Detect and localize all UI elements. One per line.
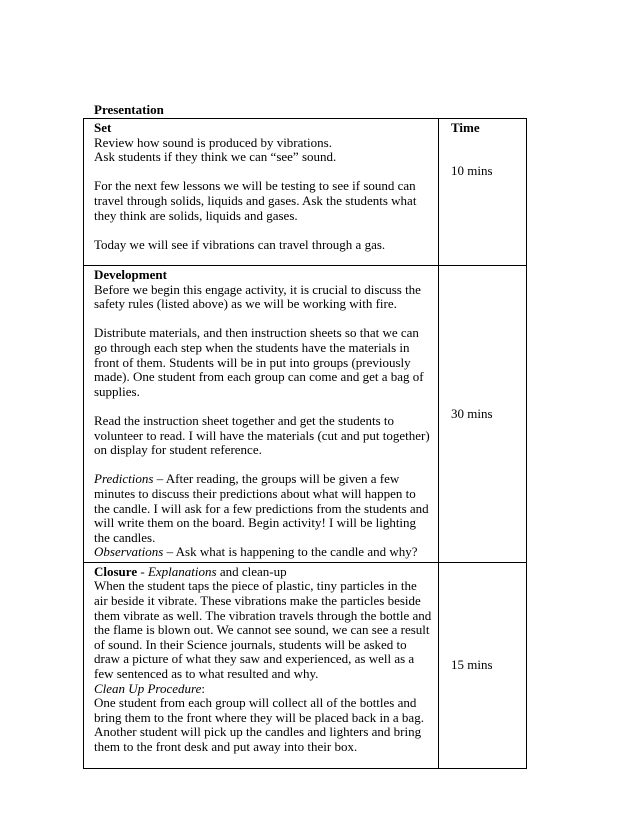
- predictions-label: Predictions: [94, 471, 154, 487]
- set-paragraph-3: Today we will see if vibrations can travel through a gas.: [94, 236, 386, 252]
- development-title: Development: [94, 267, 167, 282]
- cleanup-label: Clean Up Procedure: [94, 680, 202, 696]
- set-row: [84, 119, 527, 266]
- development-row: [84, 266, 527, 563]
- set-description-cell: [84, 119, 439, 266]
- section-heading: Presentation: [94, 102, 164, 117]
- set-line-2: Ask students if they think we can “see” sound.: [94, 149, 337, 165]
- explanations-label: Explanations: [147, 563, 217, 579]
- development-paragraph-1: Before we begin this engage activity, it is crucial to discuss the safety rules (listed above) as we will be working with fire.: [94, 281, 421, 312]
- development-paragraph-2: Distribute materials, and then instruction sheets so that we can go through each step when the students have the materials in front of them. Students will be in put into groups (previously made). One student from each group can come and get a bag of supplies.: [94, 325, 424, 399]
- development-paragraph-3: Read the instruction sheet together and get the students to volunteer to read. I will have the materials (cut and put together) on display for student reference.: [94, 412, 430, 458]
- set-time: 10 mins: [451, 163, 493, 179]
- predictions-text: – After reading, the groups will be given a few minutes to discuss their predictions about what will happen to the candle. I will ask for a few predictions from the students and will write them on the board. Begin activity! I will be lighting the candles.: [94, 471, 429, 545]
- observations-label: Observations: [94, 544, 164, 560]
- development-time-cell: [439, 266, 527, 563]
- closure-heading: Closure - Explanations and clean-up: [94, 563, 287, 579]
- cleanup-heading: Clean Up Procedure:: [94, 680, 205, 696]
- closure-paragraph-1: When the student taps the piece of plastic, tiny particles in the air beside it vibrate. These vibrations make the particles beside them vibrate as well. The vibration travels through the bottle and the flame is blown out. We cannot see sound, we can see a result of sound. In their Science journals, students will be asked to draw a picture of what they saw and experienced, as well as a few sentenced as to what resulted and why.: [94, 578, 432, 682]
- closure-title: Closure: [94, 563, 138, 579]
- set-title: Set: [94, 120, 112, 135]
- time-header: Time: [451, 120, 480, 135]
- closure-time-cell: [439, 562, 527, 768]
- set-paragraph-2: For the next few lessons we will be testing to see if sound can travel through solids, liquids and gases. Ask the students what they think are solids, liquids and gases.: [94, 178, 417, 223]
- set-time-cell: [439, 119, 527, 266]
- closure-paragraph-2: One student from each group will collect all of the bottles and bring them to the front where they will be placed back in a bag. Another student will pick up the candles and lighters and bring them to the front desk and put away into their box.: [94, 695, 424, 754]
- lesson-plan-table: [83, 118, 527, 769]
- observations-paragraph: [94, 545, 432, 560]
- closure-time: 15 mins: [451, 657, 493, 673]
- closure-row: [84, 562, 527, 768]
- development-time: 30 mins: [451, 405, 493, 421]
- closure-description-cell: [84, 562, 439, 768]
- development-description-cell: [84, 266, 439, 563]
- predictions-paragraph: [94, 472, 432, 545]
- observations-text: – Ask what is happening to the candle and why?: [163, 544, 418, 560]
- set-line-1: Review how sound is produced by vibrations.: [94, 134, 332, 150]
